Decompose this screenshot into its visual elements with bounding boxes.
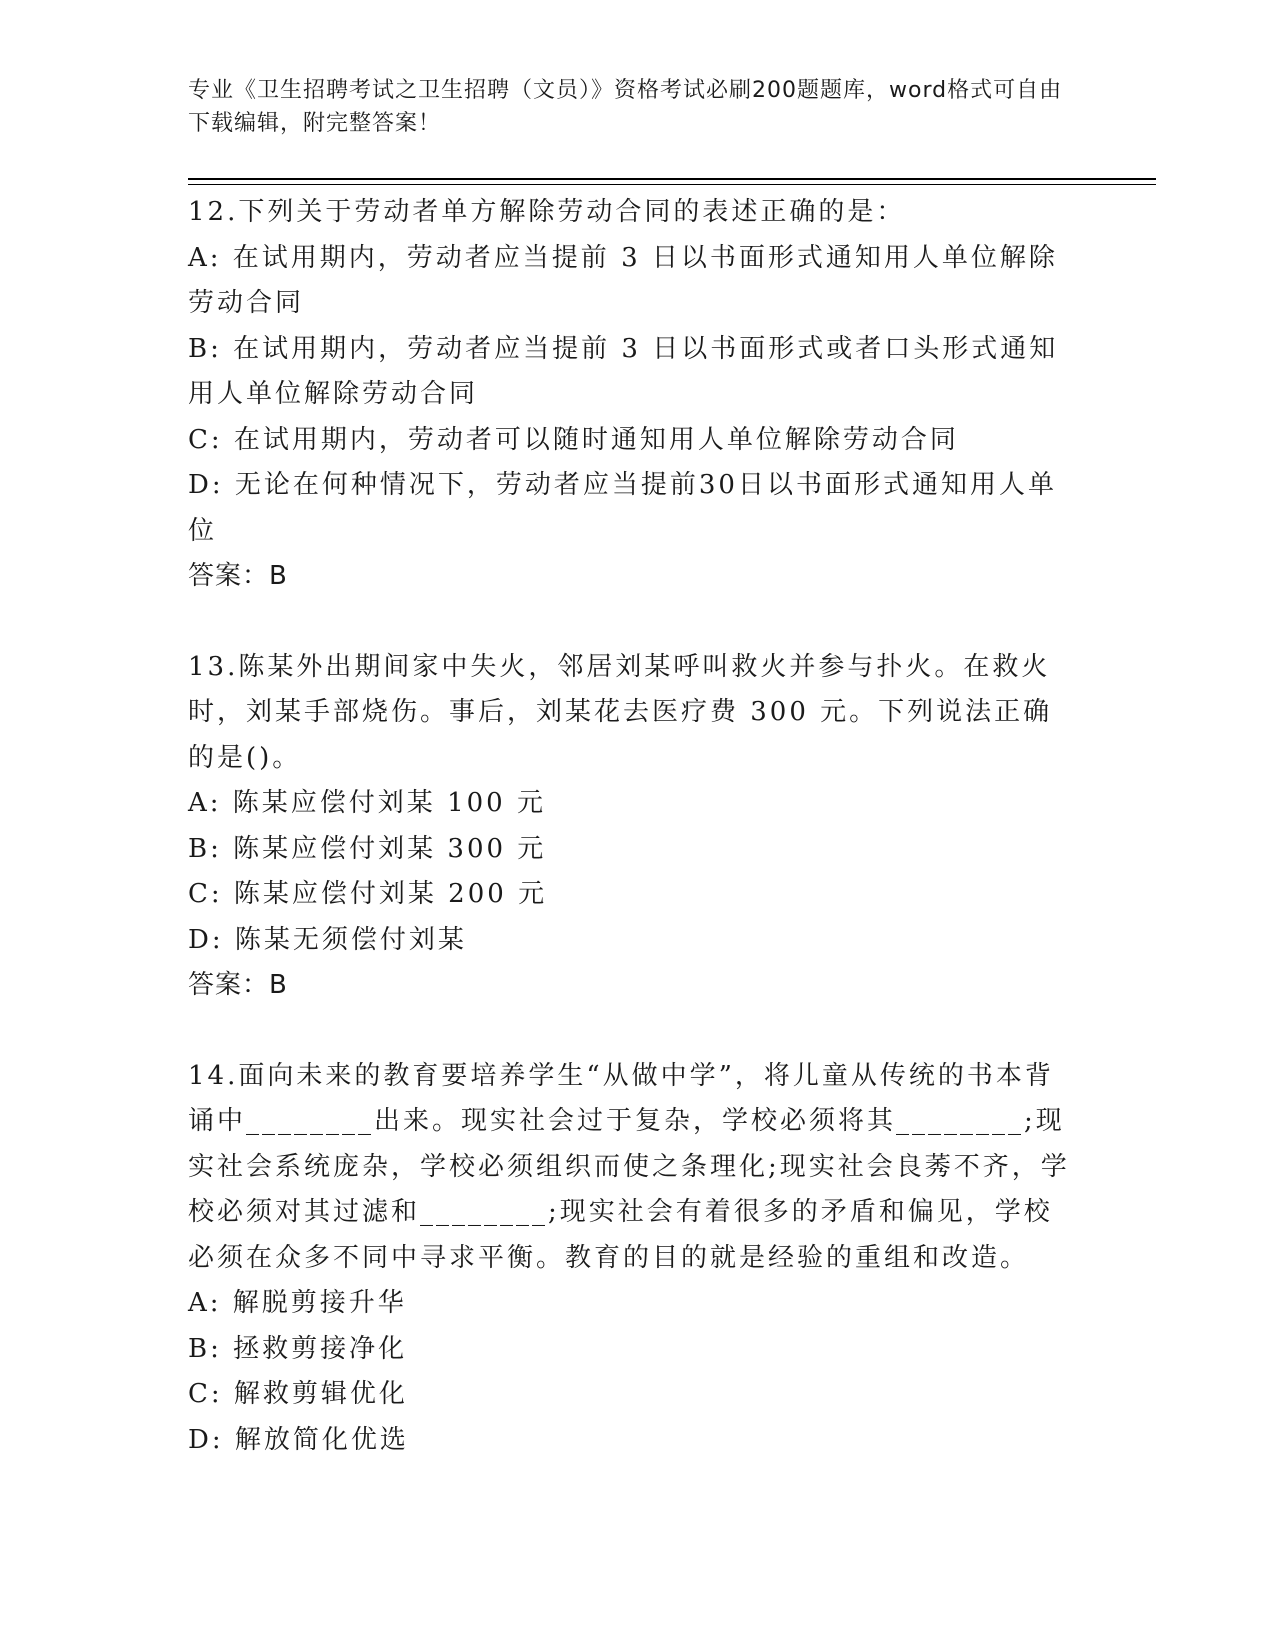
- option-c: C: 在试用期内，劳动者可以随时通知用人单位解除劳动合同: [188, 424, 959, 455]
- option-b: B: 拯救剪接净化: [188, 1333, 408, 1364]
- option-b: B: 在试用期内，劳动者应当提前 3 日以书面形式或者口头形式通知用人单位解除劳动合同: [188, 333, 1059, 409]
- header-rule-thin: [188, 184, 1156, 185]
- question-14: [188, 1054, 1078, 1464]
- option-d: D: 解放简化优选: [188, 1424, 409, 1455]
- document-header: 专业《卫生招聘考试之卫生招聘（文员）》资格考试必刷200题题库，word格式可自由下载编辑，附完整答案！: [188, 78, 1063, 136]
- option-c: C: 陈某应偿付刘某 200 元: [188, 879, 548, 909]
- question-stem: 13.陈某外出期间家中失火，邻居刘某呼叫救火并参与扑火。在救火时，刘某手部烧伤。事后，刘某花去医疗费 300 元。下列说法正确的是()。: [188, 651, 1053, 773]
- question-list: [188, 190, 1078, 1508]
- option-a: A: 解脱剪接升华: [188, 1288, 407, 1318]
- question-stem: 14.面向未来的教育要培养学生“从做中学”，将儿童从传统的书本背诵中________出来。现实社会过于复杂，学校必须将其________;现实社会系统庞杂，学校必须组织而使之条理化;现实社会良莠不齐，学校必须对其过滤和________;现实社会有着很多的矛盾和偏见，学校必须在众多不同中寻求平衡。教育的目的就是经验的重组和改造。: [188, 1060, 1070, 1273]
- option-a: A: 陈某应偿付刘某 100 元: [188, 788, 546, 818]
- option-d: D: 无论在何种情况下，劳动者应当提前30日以书面形式通知用人单位: [188, 470, 1057, 546]
- question-stem: 12.下列关于劳动者单方解除劳动合同的表述正确的是：: [188, 197, 906, 227]
- question-13: [188, 645, 1078, 1009]
- answer: 答案：B: [188, 561, 288, 591]
- question-12: [188, 190, 1078, 600]
- option-d: D: 陈某无须偿付刘某: [188, 924, 467, 955]
- answer: 答案：B: [188, 970, 288, 1000]
- option-c: C: 解救剪辑优化: [188, 1379, 408, 1409]
- option-a: A: 在试用期内，劳动者应当提前 3 日以书面形式通知用人单位解除劳动合同: [188, 242, 1058, 318]
- header-rule-thick: [188, 178, 1156, 180]
- option-b: B: 陈某应偿付刘某 300 元: [188, 833, 547, 864]
